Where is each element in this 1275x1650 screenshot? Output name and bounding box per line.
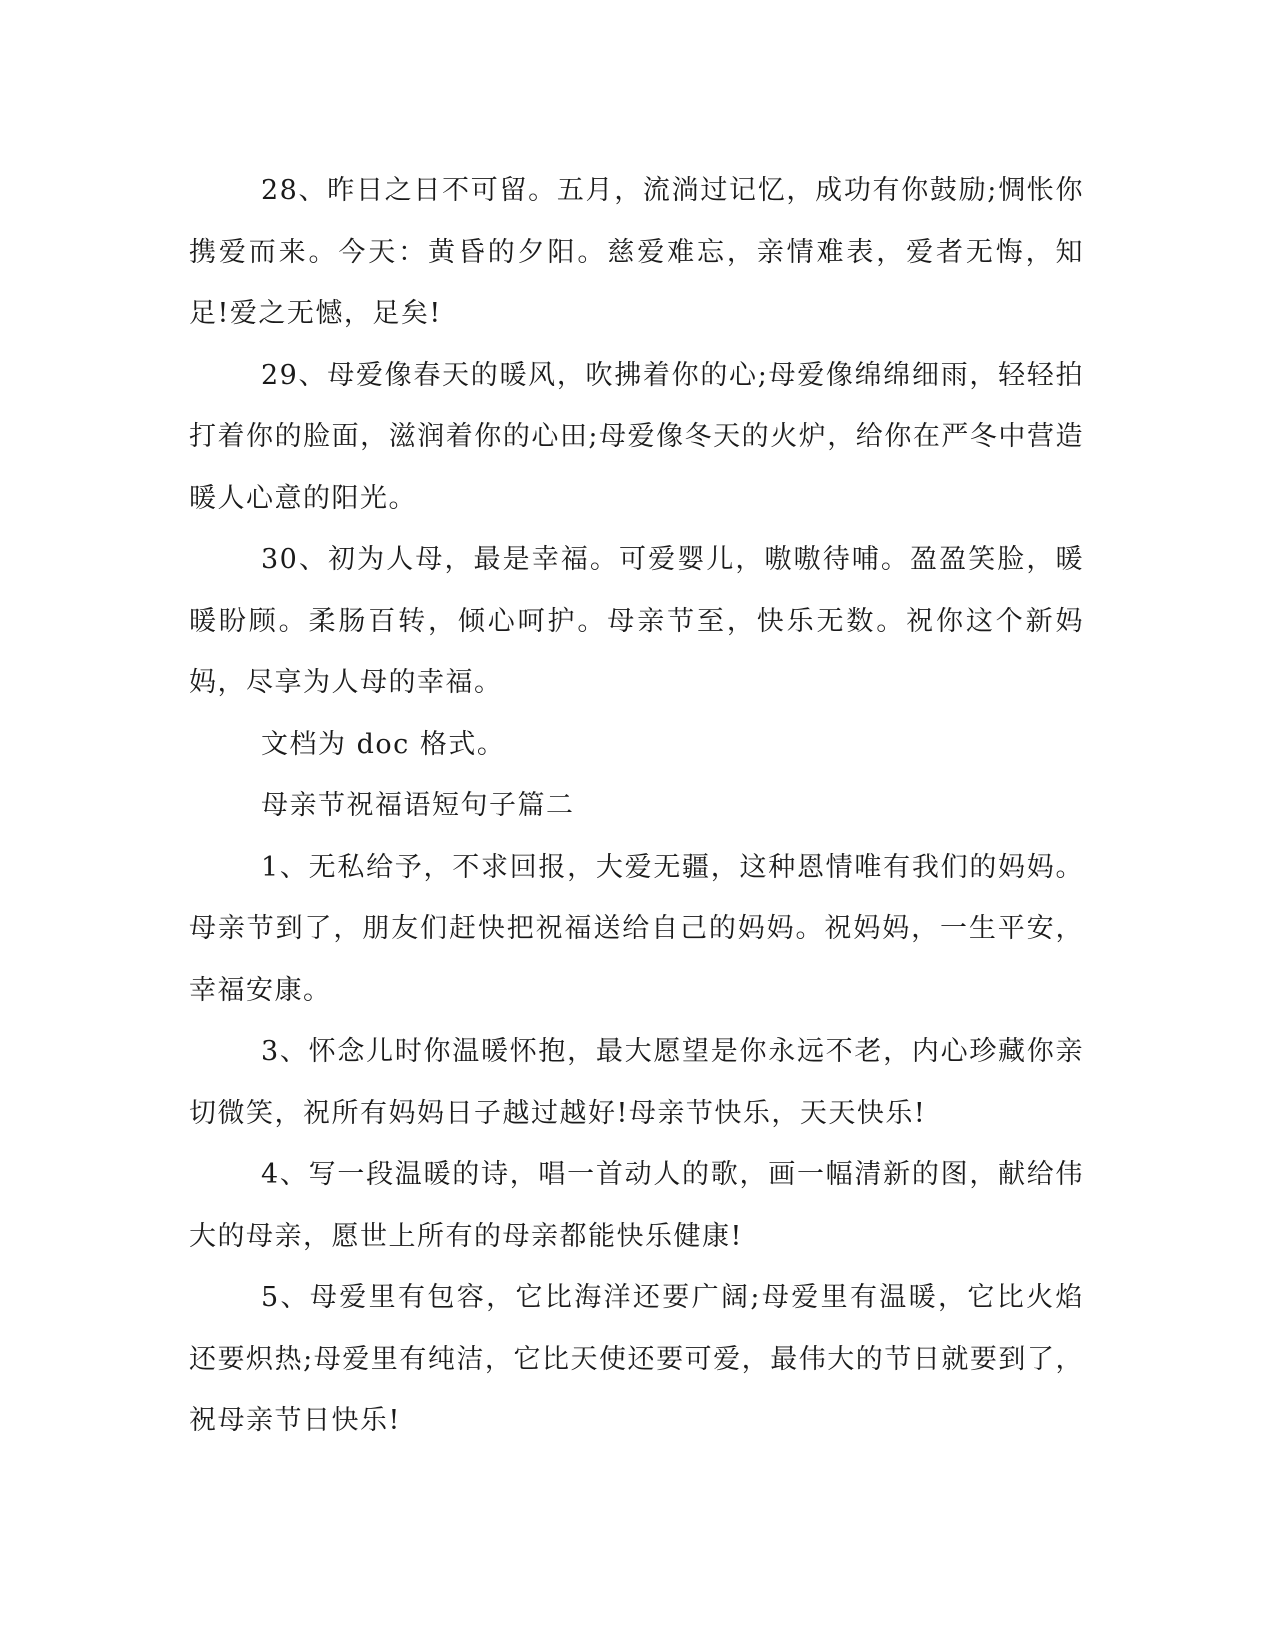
paragraph-3: 3、怀念儿时你温暖怀抱，最大愿望是你永远不老，内心珍藏你亲切微笑，祝所有妈妈日子越过越好!母亲节快乐，天天快乐!: [189, 1036, 1084, 1129]
paragraph-29: 29、母爱像春天的暖风，吹拂着你的心;母爱像绵绵细雨，轻轻拍打着你的脸面，滋润着你的心田;母爱像冬天的火炉，给你在严冬中营造暖人心意的阳光。: [189, 359, 1084, 514]
section-heading: 母亲节祝福语短句子篇二: [261, 790, 575, 821]
paragraph-1: 1、无私给予，不求回报，大爱无疆，这种恩情唯有我们的妈妈。母亲节到了，朋友们赶快把祝福送给自己的妈妈。祝妈妈，一生平安，幸福安康。: [189, 851, 1084, 1006]
document-body: [189, 160, 1084, 1452]
paragraph-5: 5、母爱里有包容，它比海洋还要广阔;母爱里有温暖，它比火焰还要炽热;母爱里有纯洁，它比天使还要可爱，最伟大的节日就要到了，祝母亲节日快乐!: [189, 1282, 1084, 1436]
paragraph-30: 30、初为人母，最是幸福。可爱婴儿，嗷嗷待哺。盈盈笑脸，暖暖盼顾。柔肠百转，倾心呵护。母亲节至，快乐无数。祝你这个新妈妈，尽享为人母的幸福。: [189, 544, 1084, 698]
paragraph-28: 28、昨日之日不可留。五月，流淌过记忆，成功有你鼓励;惆怅你携爱而来。今天：黄昏的夕阳。慈爱难忘，亲情难表，爱者无悔，知足!爱之无憾，足矣!: [189, 175, 1084, 329]
format-note: 文档为 doc 格式。: [261, 728, 506, 760]
paragraph-4: 4、写一段温暖的诗，唱一首动人的歌，画一幅清新的图，献给伟大的母亲，愿世上所有的母亲都能快乐健康!: [189, 1159, 1084, 1252]
